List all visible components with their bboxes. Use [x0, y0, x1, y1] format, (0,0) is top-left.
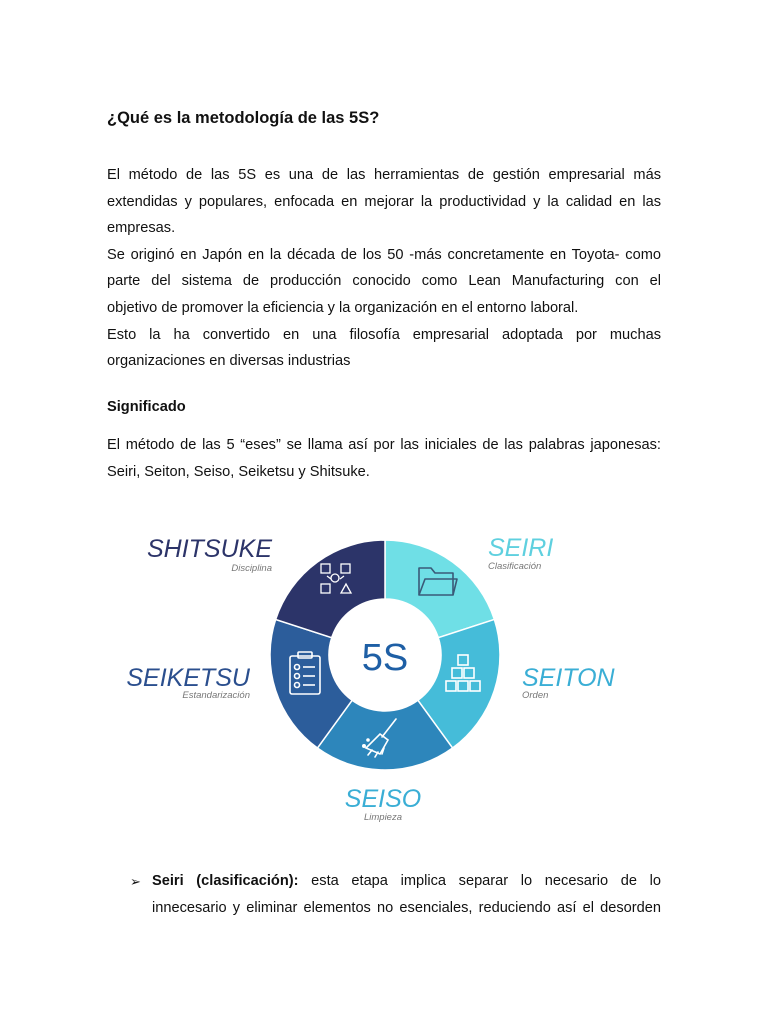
five-s-diagram [0, 520, 768, 830]
bullet-line [130, 868, 661, 895]
text-line: extendidas y populares, enfocada en mejorar la productividad y la calidad en las [107, 193, 661, 210]
intro-paragraph [107, 162, 661, 375]
meaning-paragraph [107, 432, 661, 485]
seiso-label: SEISO [344, 785, 422, 813]
seiton-label: SEITON [522, 664, 615, 692]
page-title: ¿Qué es la metodología de las 5S? [107, 109, 380, 127]
text-line: Esto la ha convertido en una filosofía empresarial adoptada por muchas [107, 326, 661, 343]
bullet-term: Seiri (clasificación): [152, 873, 299, 889]
seiton-meaning: Orden [522, 690, 549, 701]
text-line: El método de las 5S es una de las herramientas de gestión empresarial más [107, 167, 661, 183]
text-line: objetivo de promover la eficiencia y la organización en el entorno laboral. [107, 299, 579, 316]
text-line: Seiri, Seiton, Seiso, Seiketsu y Shitsuke. [107, 463, 370, 480]
text-line: El método de las 5 “eses” se llama así por las iniciales de las palabras japonesas: [107, 437, 661, 453]
shitsuke-label: SHITSUKE [146, 535, 272, 563]
seiri-meaning: Clasificación [488, 561, 542, 572]
section-heading: Significado [107, 399, 186, 415]
text-line: parte del sistema de producción conocido como Lean Manufacturing con el [107, 273, 661, 290]
center-label: 5S [361, 637, 409, 679]
seiso-meaning: Limpieza [363, 812, 403, 823]
bullet-text: esta etapa implica separar lo necesario de lo [311, 873, 661, 889]
bullet-line: innecesario y eliminar elementos no esenciales, reduciendo así el desorden [152, 900, 661, 916]
five-s-wheel [0, 520, 768, 830]
text-line: Se originó en Japón en la década de los 50 -más concretamente en Toyota- como [107, 246, 661, 263]
text-line: empresas. [107, 220, 176, 237]
shitsuke-meaning: Disciplina [231, 563, 272, 574]
seiketsu-meaning: Estandarización [182, 690, 250, 701]
seiketsu-label: SEIKETSU [126, 664, 250, 692]
bullet-item-seiri [130, 868, 661, 922]
arrow-bullet-icon: ➢ [130, 874, 141, 889]
seiri-label: SEIRI [488, 534, 554, 562]
text-line: organizaciones en diversas industrias [107, 353, 351, 370]
